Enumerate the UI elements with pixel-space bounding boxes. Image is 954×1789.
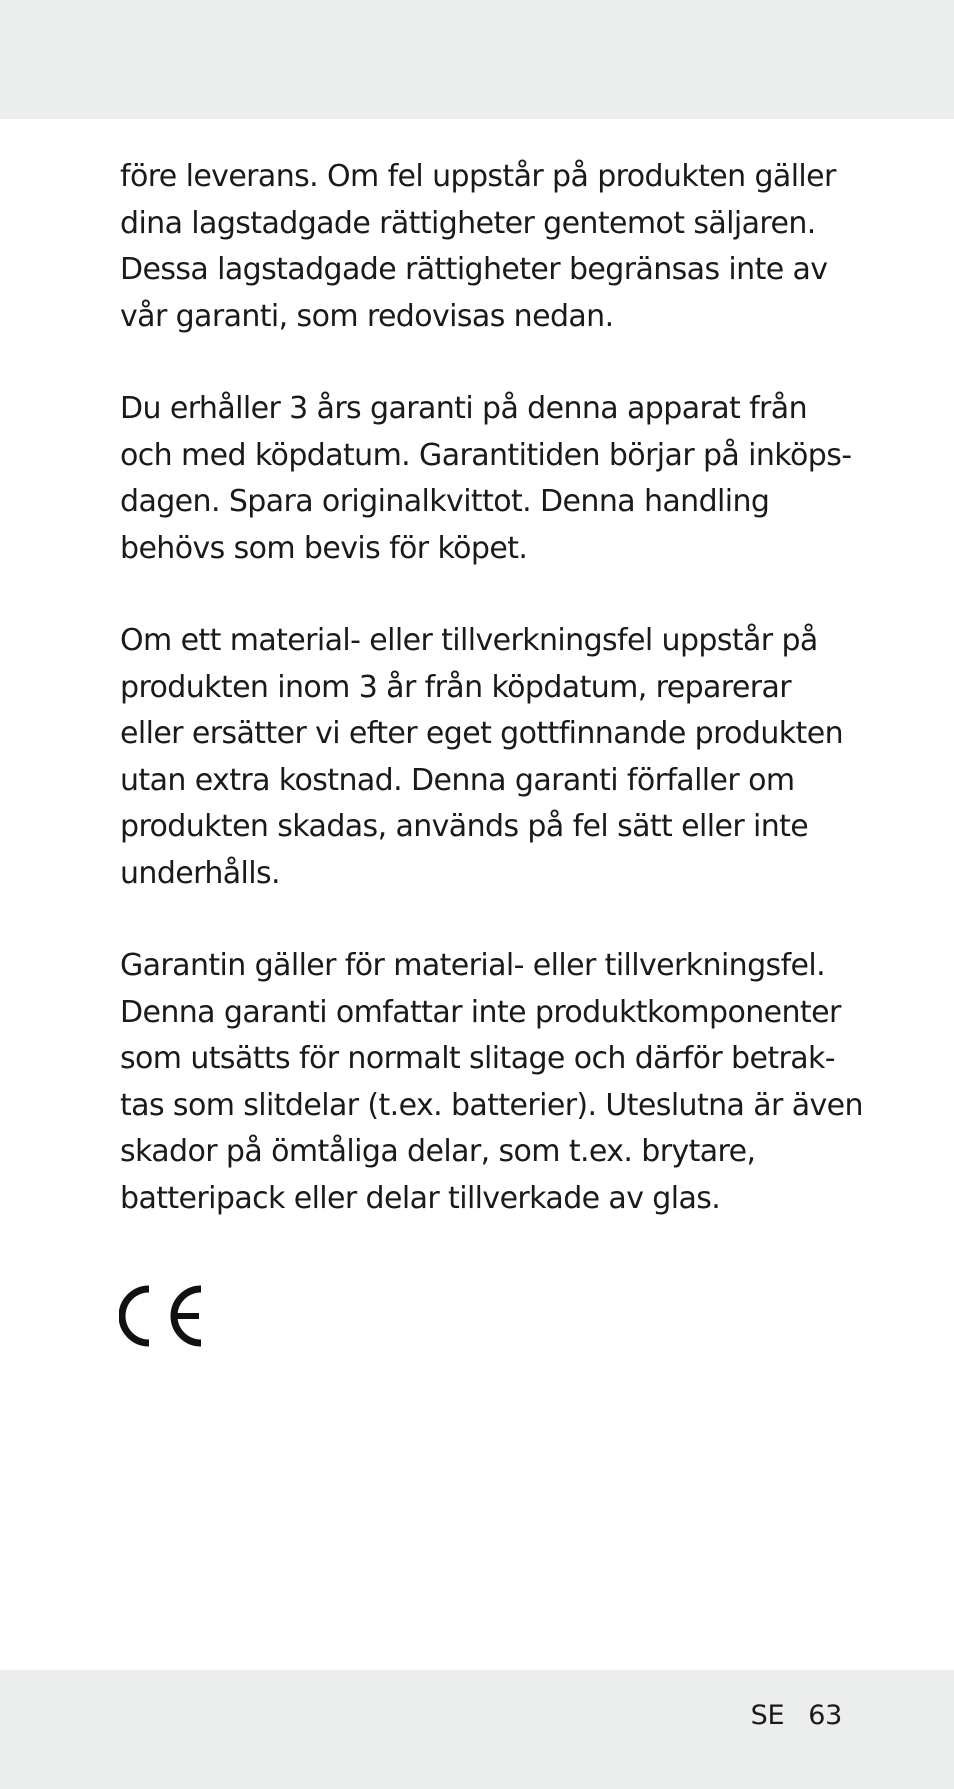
page-number: 63 — [808, 1700, 842, 1731]
text-line: Om ett material- eller tillverkningsfel uppstår på — [120, 623, 818, 658]
text-line: produkten skadas, används på fel sätt eller inte — [120, 809, 809, 844]
text-line: eller ersätter vi efter eget gottfinnande produkten — [120, 716, 843, 751]
language-code: SE — [750, 1700, 785, 1731]
text-line: vår garanti, som redovisas nedan. — [120, 298, 614, 334]
paragraph-warranty-scope — [120, 943, 863, 1222]
text-line: dina lagstadgade rättigheter gentemot säljaren. — [120, 205, 816, 241]
text-line: dagen. Spara originalkvittot. Denna handling — [120, 484, 770, 519]
ce-mark-icon — [119, 1285, 205, 1347]
text-line: underhålls. — [120, 855, 280, 891]
text-line: skador på ömtåliga delar, som t.ex. brytare, — [120, 1134, 756, 1169]
text-line: Denna garanti omfattar inte produktkomponenter — [120, 994, 841, 1030]
paragraph-repair-replace — [120, 618, 850, 897]
paragraph-legal-rights — [120, 154, 850, 340]
text-line: utan extra kostnad. Denna garanti förfaller om — [120, 762, 795, 798]
warranty-text — [120, 154, 863, 1268]
text-line: Dessa lagstadgade rättigheter begränsas inte av — [120, 252, 828, 287]
text-line: och med köpdatum. Garantitiden börjar på inköps- — [120, 437, 852, 473]
text-line: före leverans. Om fel uppstår på produkten gäller — [120, 159, 836, 194]
text-line: Du erhåller 3 års garanti på denna apparat från — [120, 391, 807, 426]
text-line: produkten inom 3 år från köpdatum, reparerar — [120, 669, 791, 705]
text-line: Garantin gäller för material- eller tillverkningsfel. — [120, 948, 826, 983]
text-line: batteripack eller delar tillverkade av glas. — [120, 1180, 721, 1216]
text-line: tas som slitdelar (t.ex. batterier). Uteslutna är även — [120, 1087, 863, 1123]
page-footer — [751, 1700, 842, 1731]
paragraph-warranty-period — [120, 386, 850, 572]
text-line: behövs som bevis för köpet. — [120, 530, 528, 566]
header-band — [0, 0, 954, 119]
text-line: som utsätts för normalt slitage och därför betrak- — [120, 1041, 836, 1076]
